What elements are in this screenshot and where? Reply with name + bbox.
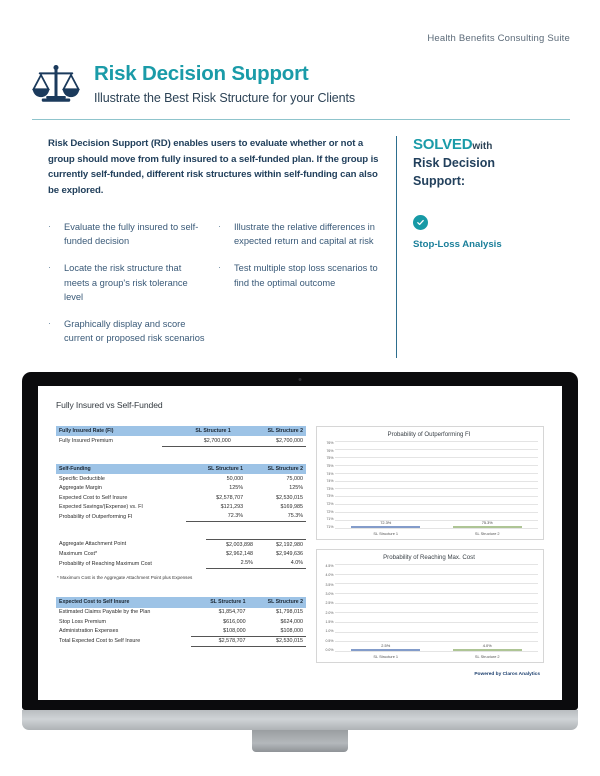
row-value-1: $2,578,707 — [191, 636, 248, 646]
row-value-1: $2,003,898 — [206, 540, 256, 550]
y-tick-label: 76% — [326, 441, 334, 445]
bar-value-label: 2.5% — [381, 642, 391, 648]
row-value-2: $169,985 — [280, 503, 303, 510]
y-tick-label: 2.5% — [325, 601, 334, 606]
with-word: with — [472, 141, 493, 152]
y-tick-label: 0.0% — [325, 647, 334, 652]
y-tick-label: 4.0% — [325, 573, 334, 578]
table-row — [56, 474, 306, 483]
row-value-1: 125% — [229, 485, 244, 492]
row-value-1: 2.5% — [206, 559, 256, 569]
row-value-2: $2,530,015 — [249, 636, 306, 646]
row-value-1: 50,000 — [226, 475, 244, 482]
x-tick-label: SL Structure 1 — [373, 531, 399, 536]
row-value-1: $1,854,707 — [218, 609, 246, 616]
table-header-sf: Self-Funding — [56, 464, 186, 474]
list-item-label: Test multiple stop loss scenarios to find the optimal outcome — [234, 263, 378, 288]
table-header-exp: Expected Cost to Self Insure — [56, 597, 191, 607]
y-tick-label: 1.0% — [325, 629, 334, 634]
y-tick-label: 2.0% — [325, 610, 334, 615]
table-row — [56, 626, 306, 636]
bar-value-label: 4.0% — [482, 642, 492, 648]
main-content — [0, 136, 600, 358]
table-row — [56, 436, 306, 446]
x-tick-label: SL Structure 1 — [373, 654, 399, 659]
chart-y-axis — [320, 564, 335, 652]
chart-y-axis — [320, 441, 335, 529]
chart-title: Probability of Outperforming FI — [387, 431, 471, 438]
bar — [351, 526, 420, 528]
row-label: Administration Expenses — [59, 628, 119, 635]
y-tick-label: 0.5% — [325, 638, 334, 643]
row-label: Estimated Claims Payable by the Plan — [59, 609, 151, 616]
table-row — [56, 549, 306, 558]
check-circle-icon — [413, 215, 428, 230]
table-row — [56, 493, 306, 502]
x-tick-label: SL Structure 2 — [474, 654, 500, 659]
bullet-marker: · — [48, 221, 51, 232]
row-label: Stop Loss Premium — [59, 618, 107, 625]
table-self-funding — [56, 464, 306, 522]
chart-title: Probability of Reaching Max. Cost — [383, 554, 475, 561]
table-footnote: * Maximum Cost is the Aggregate Attachment Point plus Expenses — [57, 575, 193, 581]
table-header-col1: SL Structure 1 — [186, 464, 246, 474]
list-item-label: Evaluate the fully insured to self-funded decision — [64, 222, 199, 247]
bullet-marker: · — [218, 221, 221, 232]
bar-value-label: 72.3% — [380, 519, 392, 525]
y-tick-label: 71% — [326, 517, 334, 522]
table-row — [56, 502, 306, 511]
table-fully-insured — [56, 426, 306, 447]
list-item-label: Locate the risk structure that meets a group's risk tolerance level — [64, 263, 188, 302]
table-header-col2: SL Structure 2 — [246, 464, 306, 474]
intro-paragraph: Risk Decision Support (RD) enables users to evaluate whether or not a group should move from fully insured to a self-funded plan. If the group is currently self-funded, different risk structures within self-funding can also be explored. — [48, 138, 379, 196]
table-header-fi: Fully Insured Rate (FI) — [56, 426, 162, 436]
report-title: Fully Insured vs Self-Funded — [56, 400, 163, 410]
row-value-2: 75.3% — [246, 512, 306, 522]
row-label: Probability of Outperforming FI — [59, 513, 133, 520]
y-tick-label: 76% — [326, 448, 334, 453]
list-item — [48, 220, 208, 248]
monitor-mockup — [22, 372, 578, 752]
page-header — [0, 0, 600, 120]
y-tick-label: 73% — [326, 486, 334, 491]
chart-bars — [335, 441, 538, 528]
report-page — [38, 386, 562, 683]
y-tick-label: 4.5% — [325, 564, 334, 568]
row-value-1: 72.3% — [186, 512, 246, 522]
y-tick-label: 71% — [326, 524, 334, 529]
page-subtitle: Illustrate the Best Risk Structure for your Clients — [94, 90, 355, 105]
table-row — [56, 559, 306, 569]
row-value-1: $2,962,148 — [225, 551, 253, 558]
chart-probability-outperforming-fi — [316, 426, 544, 540]
spacer — [56, 580, 306, 597]
bullet-marker: · — [48, 317, 51, 328]
y-tick-label: 75% — [326, 456, 334, 461]
monitor-stand-neck — [22, 710, 578, 730]
chart-plot-area — [335, 564, 538, 652]
y-tick-label: 1.5% — [325, 619, 334, 624]
table-row — [56, 608, 306, 617]
table-header-col1: SL Structure 1 — [191, 597, 248, 607]
y-tick-label: 74% — [326, 479, 334, 484]
bullet-columns — [48, 220, 388, 358]
webcam-dot — [299, 378, 302, 381]
row-value-2: $2,530,015 — [276, 494, 303, 501]
powered-by-label: Powered by Claros Analytics — [474, 672, 540, 677]
row-value-2: 125% — [289, 485, 303, 492]
row-value-2: $108,000 — [249, 626, 306, 636]
row-value-2: $2,949,636 — [276, 551, 303, 558]
list-item — [218, 261, 378, 289]
chart-plot — [320, 564, 538, 652]
table-row — [56, 540, 306, 550]
chart-plot — [320, 441, 538, 529]
list-item-label: Illustrate the relative differences in expected return and capital at risk — [234, 222, 375, 247]
monitor-stand-foot — [252, 730, 348, 752]
report-body — [56, 426, 544, 677]
chart-x-axis — [335, 654, 538, 659]
row-value-1: $2,700,000 — [162, 436, 234, 446]
monitor-bezel — [22, 372, 578, 710]
table-header-col1: SL Structure 1 — [162, 426, 234, 436]
row-label: Expected Savings/(Expense) vs. FI — [59, 503, 143, 510]
table-aggregate — [56, 539, 306, 569]
bar-group — [351, 519, 420, 528]
chart-plot-area — [335, 441, 538, 529]
table-row — [56, 636, 306, 646]
chart-x-axis — [335, 531, 538, 536]
row-value-2: 4.0% — [256, 559, 306, 569]
bullet-marker: · — [218, 262, 221, 273]
bar-group — [351, 642, 420, 651]
report-charts — [316, 426, 544, 677]
table-row — [56, 512, 306, 522]
y-tick-label: 73% — [326, 494, 334, 499]
spacer — [56, 447, 306, 464]
table-row — [56, 484, 306, 493]
table-header-row — [56, 426, 306, 436]
list-item — [48, 261, 208, 303]
bar — [351, 649, 420, 651]
x-tick-label: SL Structure 2 — [474, 531, 500, 536]
solved-product-line2: Support: — [413, 174, 466, 188]
solved-product-line1: Risk Decision — [413, 156, 495, 170]
monitor-screen — [38, 386, 562, 700]
bar-group — [453, 642, 522, 651]
bar-group — [453, 519, 522, 528]
y-tick-label: 72% — [326, 509, 334, 514]
bar — [453, 526, 522, 528]
list-item — [48, 317, 208, 345]
row-value-1: $616,000 — [223, 618, 246, 625]
row-value-1: $121,293 — [220, 503, 244, 510]
table-expected-cost — [56, 597, 306, 647]
row-label: Total Expected Cost to Self Insure — [59, 638, 141, 645]
solved-heading — [413, 136, 572, 153]
row-value-1: $108,000 — [191, 626, 248, 636]
solved-panel — [396, 136, 572, 358]
bullet-marker: · — [48, 262, 51, 273]
y-tick-label: 3.0% — [325, 591, 334, 596]
y-tick-label: 72% — [326, 502, 334, 506]
row-value-2: $1,798,015 — [276, 609, 303, 616]
y-tick-label: 74% — [326, 471, 334, 476]
feature-block — [413, 215, 572, 250]
bullet-column-left — [48, 220, 218, 358]
row-value-2: 75,000 — [286, 475, 303, 482]
row-label: Fully Insured Premium — [59, 438, 113, 445]
bar-value-label: 75.3% — [481, 519, 493, 525]
report-tables — [56, 426, 306, 677]
table-header-row — [56, 464, 306, 474]
y-tick-label: 75% — [326, 463, 334, 468]
row-value-1: $2,578,707 — [216, 494, 244, 501]
y-tick-label: 3.5% — [325, 582, 334, 587]
chart-probability-reaching-max-cost — [316, 549, 544, 663]
bar — [453, 649, 522, 651]
solved-word: SOLVED — [413, 136, 473, 153]
left-column — [28, 136, 396, 358]
chart-bars — [335, 564, 538, 651]
row-label: Aggregate Attachment Point — [59, 541, 127, 548]
suite-label: Health Benefits Consulting Suite — [427, 33, 570, 44]
table-row — [56, 617, 306, 626]
table-header-col2: SL Structure 2 — [234, 426, 306, 436]
row-label: Aggregate Margin — [59, 485, 102, 492]
title-row — [28, 62, 572, 106]
row-label: Specific Deductible — [59, 475, 105, 482]
row-value-2: $2,192,980 — [256, 540, 306, 550]
page-title: Risk Decision Support — [94, 62, 309, 86]
table-header-row — [56, 597, 306, 607]
row-label: Probability of Reaching Maximum Cost — [59, 560, 152, 567]
list-item-label: Graphically display and score current or proposed risk scenarios — [64, 318, 205, 343]
header-divider — [32, 119, 570, 120]
balance-scales-icon — [32, 62, 80, 106]
table-header-col2: SL Structure 2 — [249, 597, 306, 607]
row-label: Maximum Cost* — [59, 551, 98, 558]
bullet-column-right — [218, 220, 388, 358]
row-label: Expected Cost to Self Insure — [59, 494, 128, 501]
feature-label: Stop-Loss Analysis — [413, 239, 502, 250]
row-value-2: $624,000 — [280, 618, 303, 625]
list-item — [218, 220, 378, 248]
row-value-2: $2,700,000 — [234, 436, 306, 446]
spacer — [56, 522, 306, 539]
